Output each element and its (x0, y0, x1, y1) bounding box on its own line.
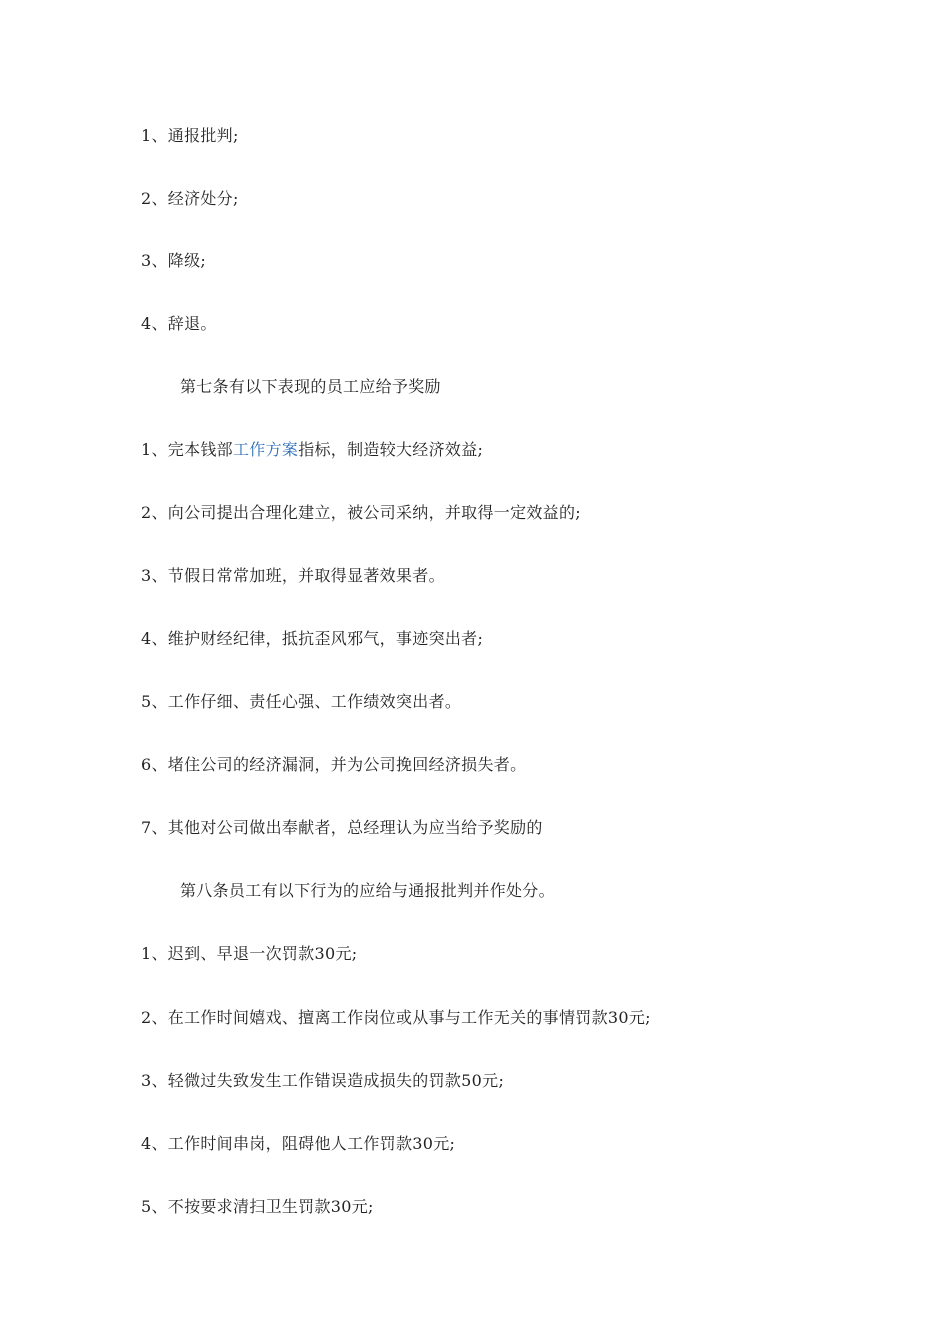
article-7-item-1-prefix: 1、完本钱部 (141, 440, 233, 459)
article-8-item-1: 1、迟到、早退一次罚款30元; (141, 944, 358, 963)
article-7-item-5: 5、工作仔细、责任心强、工作绩效突出者。 (141, 692, 462, 711)
article-7-item-7: 7、其他对公司做出奉献者，总经理认为应当给予奖励的 (141, 818, 543, 837)
article-8-item-4: 4、工作时间串岗，阻碍他人工作罚款30元; (141, 1134, 456, 1153)
article-7-item-1 (141, 440, 483, 460)
article-8-heading: 第八条员工有以下行为的应给与通报批判并作处分。 (180, 881, 555, 900)
article-7-heading: 第七条有以下表现的员工应给予奖励 (180, 377, 441, 396)
article-7-item-4: 4、维护财经纪律，抵抗歪风邪气，事迹突出者; (141, 629, 484, 648)
article-7-item-3: 3、节假日常常加班，并取得显著效果者。 (141, 566, 445, 585)
penalty-item-2: 2、经济处分; (141, 189, 239, 208)
article-8-item-3: 3、轻微过失致发生工作错误造成损失的罚款50元; (141, 1071, 505, 1090)
penalty-item-1: 1、通报批判; (141, 126, 239, 145)
work-plan-link[interactable]: 工作方案 (232, 440, 299, 459)
article-8-item-2: 2、在工作时间嬉戏、擅离工作岗位或从事与工作无关的事情罚款30元; (141, 1008, 651, 1027)
article-7-item-2: 2、向公司提出合理化建立，被公司采纳，并取得一定效益的; (141, 503, 581, 522)
article-7-item-6: 6、堵住公司的经济漏洞，并为公司挽回经济损失者。 (141, 755, 527, 774)
penalty-item-4: 4、辞退。 (141, 314, 217, 333)
article-7-item-1-suffix: 指标，制造较大经济效益; (298, 440, 484, 459)
penalty-item-3: 3、降级; (141, 251, 207, 270)
article-8-item-5: 5、不按要求清扫卫生罚款30元; (141, 1197, 374, 1216)
